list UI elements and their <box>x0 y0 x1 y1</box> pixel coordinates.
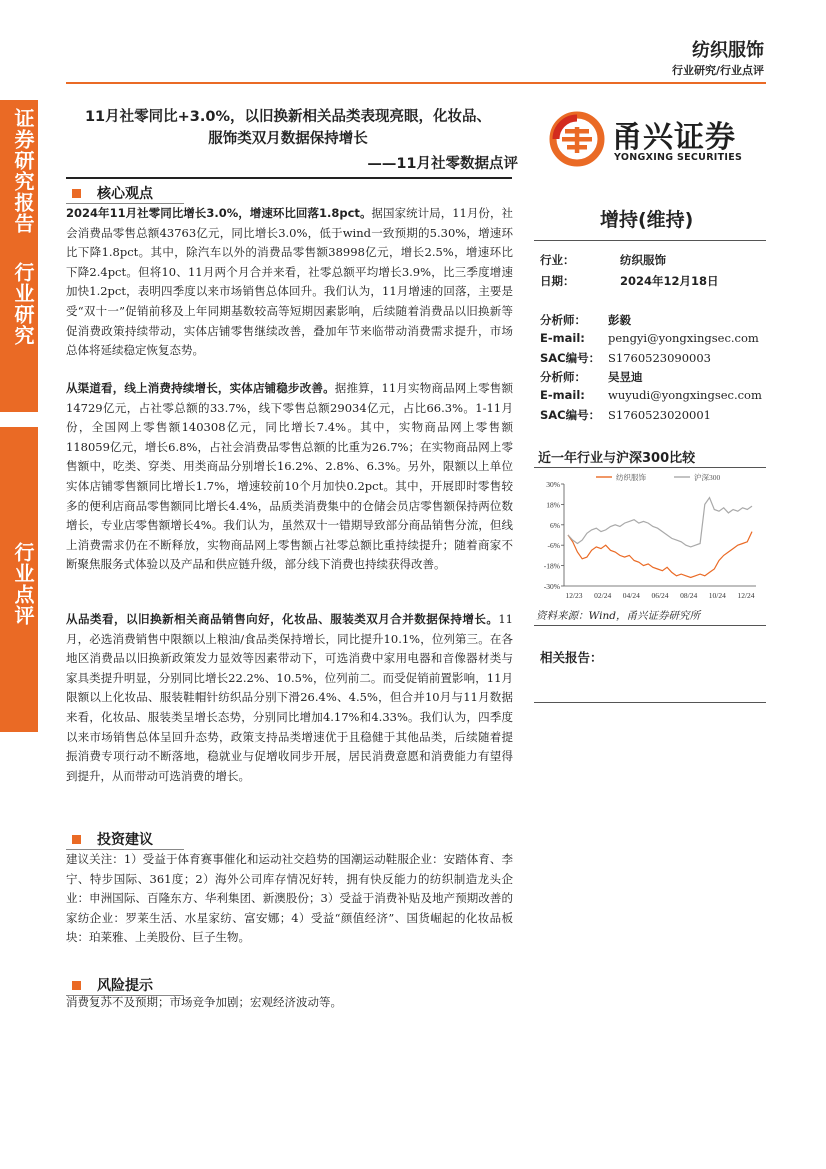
core-paragraph-2 <box>66 379 513 575</box>
sidebar-label-type: 行业点评 <box>11 542 35 626</box>
chart-title-divider <box>534 467 766 468</box>
logo-mark-icon <box>548 110 606 168</box>
sidebar-report-category <box>0 100 38 412</box>
comparison-chart <box>534 470 766 605</box>
rating-divider <box>534 240 766 241</box>
analyst-name: 吴昱迪 <box>608 370 643 384</box>
core-p2-lead: 从渠道看，线上消费持续增长，实体店铺稳步改善。 <box>66 381 335 395</box>
chart-y-tick-label: -6% <box>547 541 560 551</box>
core-p1-body: 据国家统计局，11月份，社会消费品零售总额43763亿元，同比增长3.0%，低于wind一致预期的5.30%，增速环比下降1.8pct。其中，除汽车以外的消费品零售额38998亿元，增长2.5%，增速环比下降2.4pct。但将10、11月两个月合并来看，社零总额平均增长3.9%，比三季度增速加快1.2pct，表明四季度以来市场销售总体回升。我们认为，11月增速的回落，主要是受“双十一”促销前移及上年同期基数较高等短期因素影响，后续随着消费品以旧换新等促消费政策持续带动，实体店铺零售继续改善，叠加年节来临带动消费需求提升，市场总体将延续稳定恢复态势。 <box>66 206 513 358</box>
report-title-line1: 11月社零同比+3.0%，以旧换新相关品类表现亮眼，化妆品、 <box>84 109 492 125</box>
core-p3-body: 11月，必选消费销售中限额以上粮油/食品类保持增长，同比提升10.1%，位列第三。在各地区消费品以旧换新政策发力显效等因素带动下，可选消费中家用电器和音像器材类与家具类提升明显，分别同比增长22.2%、10.5%，位列前二。而受促销前置影响，11月限额以上化妆品、服装鞋帽针纺织品分别下滑26.4%、4.5%，但合并10月与11月数据来看，化妆品、服装类呈增长态势，分别同比增加4.17%和4.33%。我们认为，四季度以来市场销售总体呈回升态势，政策支持品类增速优于且稳健于其他品类，后续随着提振消费专项行动不断落地，稳就业与促增收同步开展，居民消费意愿和消费能力有望得到提升，从而带动可选消费的增长。 <box>66 612 513 783</box>
info-date-value: 2024年12月18日 <box>620 274 719 288</box>
report-title-line2: 服饰类双月数据保持增长 <box>208 131 368 147</box>
chart-source: 资料来源：Wind，甬兴证券研究所 <box>536 610 700 622</box>
analyst-sac: S1760523090003 <box>608 351 711 365</box>
analyst-sac: S1760523020001 <box>608 408 711 422</box>
chart-series-line-0 <box>568 532 752 578</box>
info-industry <box>540 252 666 268</box>
sidebar-label-report: 证券研究报告 <box>11 108 35 234</box>
chart-x-tick-label: 12/24 <box>737 591 755 600</box>
analyst-sac-label: SAC编号： <box>540 408 601 422</box>
core-paragraph-1 <box>66 204 513 361</box>
logo-name-en: YONGXING SECURITIES <box>614 152 743 163</box>
analyst-name: 彭毅 <box>608 313 631 327</box>
title-divider <box>66 177 512 179</box>
analyst-name-label: 分析师： <box>540 313 586 327</box>
analyst-2-email <box>540 388 762 402</box>
chart-legend-label: 沪深300 <box>694 473 721 482</box>
analyst-name-label: 分析师： <box>540 370 586 384</box>
analyst-1-sac <box>540 350 711 366</box>
chart-title: 近一年行业与沪深300比较 <box>538 451 696 466</box>
analyst-email-label: E-mail: <box>540 331 585 345</box>
chart-legend-label: 纺织服饰 <box>616 473 646 482</box>
core-p3-lead: 从品类看，以旧换新相关商品销售向好，化妆品、服装类双月合并数据保持增长。 <box>66 612 499 626</box>
section-risk-heading <box>66 975 153 995</box>
header-divider <box>66 82 766 84</box>
chart-y-tick-label: -30% <box>543 582 560 591</box>
info-date-label: 日期： <box>540 274 575 288</box>
core-paragraph-3 <box>66 610 513 786</box>
chart-x-tick-label: 06/24 <box>651 591 669 600</box>
chart-x-tick-label: 02/24 <box>594 591 612 600</box>
related-reports-label: 相关报告： <box>540 650 603 665</box>
chart-y-tick-label: 30% <box>546 480 560 489</box>
section-core-heading <box>66 183 153 203</box>
logo-name-cn: 甬兴证券 <box>612 120 736 155</box>
chart-y-tick-label: 6% <box>550 520 560 530</box>
invest-paragraph: 建议关注：1）受益于体育赛事催化和运动社交趋势的国潮运动鞋服企业：安踏体育、李宁、特步国际、361度；2）海外公司库存情况好转，拥有快反能力的纺织制造龙头企业：申洲国际、百隆东方、华利集团、新澳股份；3）受益于消费补贴及地产预期改善的家纺企业：罗莱生活、水星家纺、富安娜；4）受益“颜值经济”、国货崛起的化妆品板块：珀莱雅、上美股份、巨子生物。 <box>66 852 513 945</box>
info-date <box>540 273 719 289</box>
analyst-sac-label: SAC编号： <box>540 351 601 365</box>
header-industry: 纺织服饰 <box>692 40 764 61</box>
section-risk-title: 风险提示 <box>97 978 153 994</box>
chart-source-divider <box>534 625 766 626</box>
section-invest-title: 投资建议 <box>97 832 153 848</box>
chart-x-tick-label: 10/24 <box>708 591 726 600</box>
chart-x-tick-label: 04/24 <box>622 591 640 600</box>
section-core-title: 核心观点 <box>97 186 153 202</box>
rating-label: 增持(维持) <box>600 209 694 231</box>
sidebar-label-research: 行业研究 <box>11 262 35 346</box>
section-invest-heading <box>66 829 153 849</box>
chart-x-tick-label: 08/24 <box>680 591 698 600</box>
info-industry-label: 行业： <box>540 253 575 267</box>
core-p2-body: 据推算，11月实物商品网上零售额14729亿元，占社零总额的33.7%，线下零售总额29034亿元，占比66.3%。1-11月份，全国网上零售额140308亿元，同比增长7.4%。其中，实物商品网上零售额118059亿元，增长6.8%，占社会消费品零售总额的比重为26.7%；在实物商品网上零售额中，吃类、穿类、用类商品分别增长16.2%、2.8%、6.3%。另外，限额以上单位实体店铺零售额同比增长1.7%，增速较前10个月加快0.2pct。其中，开展即时零售较多的便利店商品零售额同比增长4.4%，品质类消费集中的仓储会员店零售额保持两位数增长，专业店零售额增长4%。我们认为，虽然双十一错期导致部分商品销售分流，但线上消费需求仍在不断释放，实物商品网上零售额占社零总额比重持续提升；随着商家不断聚焦服务式体验以及产品和供应链升级，部分线下消费也持续获得改善。 <box>66 381 513 572</box>
chart-series-line-1 <box>568 498 752 547</box>
header-report-type: 行业研究/行业点评 <box>671 64 764 77</box>
chart-y-tick-label: 18% <box>546 500 560 510</box>
company-logo <box>548 110 768 170</box>
analyst-2-name <box>540 369 643 385</box>
square-bullet-icon <box>72 835 81 844</box>
core-p1-lead: 2024年11月社零同比增长3.0%，增速环比回落1.8pct。 <box>66 206 372 220</box>
analyst-1-email <box>540 331 759 345</box>
square-bullet-icon <box>72 981 81 990</box>
info-industry-value: 纺织服饰 <box>620 253 666 267</box>
analyst-email-label: E-mail: <box>540 388 585 402</box>
chart-y-tick-label: -18% <box>543 561 560 571</box>
chart-x-tick-label: 12/23 <box>565 591 583 600</box>
analyst-1-name <box>540 312 631 328</box>
report-subtitle: ——11月社零数据点评 <box>367 156 518 172</box>
sidebar-report-type <box>0 427 38 732</box>
report-title <box>58 106 518 150</box>
chart-svg <box>534 470 766 605</box>
square-bullet-icon <box>72 189 81 198</box>
risk-paragraph: 消费复苏不及预期；市场竞争加剧；宏观经济波动等。 <box>66 995 342 1009</box>
related-divider <box>534 702 766 703</box>
analyst-2-sac <box>540 407 711 423</box>
analyst-email[interactable]: pengyi@yongxingsec.com <box>608 331 759 345</box>
analyst-email[interactable]: wuyudi@yongxingsec.com <box>608 388 762 402</box>
